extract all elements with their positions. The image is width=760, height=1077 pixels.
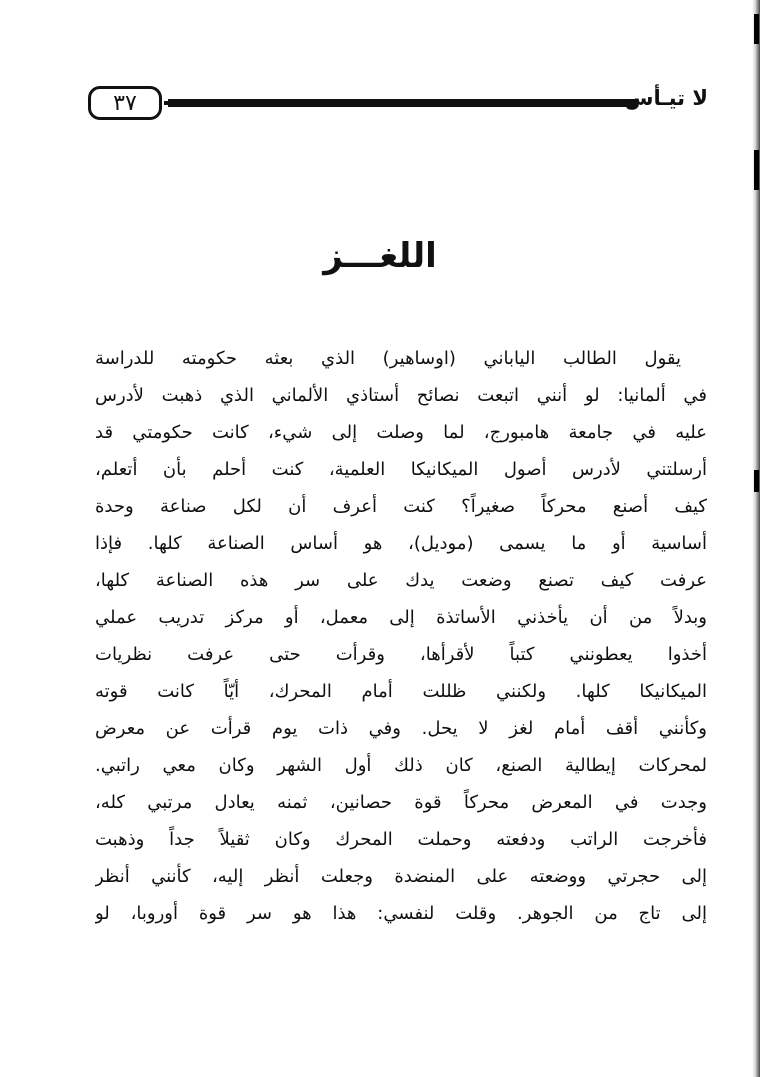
text-line: يقول الطالب الياباني (اوساهير) الذي بعثه حكومته للدراسة: [95, 348, 681, 369]
text-line: عرفت كيف تصنع وضعت يدك على سر هذه الصناعة كلها،: [95, 570, 707, 591]
text-line: في ألمانيا: لو أنني اتبعت نصائح أستاذي الألماني الذي ذهبت لأدرس: [95, 385, 707, 406]
page-number-box: [88, 86, 162, 120]
text-line: أرسلتني لأدرس أصول الميكانيكا العلمية، كنت أحلم بأن أتعلم،: [95, 459, 707, 480]
text-line: وجدت في المعرض محركاً قوة حصانين، ثمنه يعادل مرتبي كله،: [95, 792, 707, 813]
edge-mark: [754, 14, 759, 44]
book-title: لا تيـأس: [624, 86, 708, 110]
text-line: أساسية أو ما يسمى (موديل)، هو أساس الصناعة كلها. فإذا: [95, 533, 707, 554]
running-header: [88, 86, 708, 126]
page-binding-edge: [752, 0, 760, 1077]
text-line: إلى حجرتي ووضعته على المنضدة وجعلت أنظر إليه، كأنني أنظر: [95, 866, 707, 887]
page-number: ٣٧: [113, 90, 137, 116]
text-line: الميكانيكا كلها. ولكنني ظللت أمام المحرك، أيّاً كانت قوته: [95, 681, 707, 702]
text-line: وكأنني أقف أمام لغز لا يحل. وفي ذات يوم قرأت عن معرض: [95, 718, 707, 739]
header-rule: [168, 99, 638, 107]
text-line: إلى تاج من الجوهر. وقلت لنفسي: هذا هو سر قوة أوروبا، لو: [95, 903, 707, 924]
text-line: عليه في جامعة هامبورج، لما وصلت إلى شيء، كانت حكومتي قد: [95, 422, 707, 443]
text-line: لمحركات إيطالية الصنع، كان ذلك أول الشهر وكان معي راتبي.: [95, 755, 707, 776]
text-line: أخذوا يعطونني كتباً لأقرأها، وقرأت حتى عرفت نظريات: [95, 644, 707, 665]
text-line: كيف أصنع محركاً صغيراً؟ كنت أعرف أن لكل صناعة وحدة: [95, 496, 707, 517]
text-line: فأخرجت الراتب ودفعته وحملت المحرك وكان ثقيلاً جداً وذهبت: [95, 829, 707, 850]
chapter-title: اللغـــز: [323, 236, 437, 276]
text-line: وبدلاً من أن يأخذني الأساتذة إلى معمل، أو مركز تدريب عملي: [95, 607, 707, 628]
edge-mark: [754, 470, 759, 492]
body-text: [95, 340, 707, 932]
edge-mark: [754, 150, 759, 190]
